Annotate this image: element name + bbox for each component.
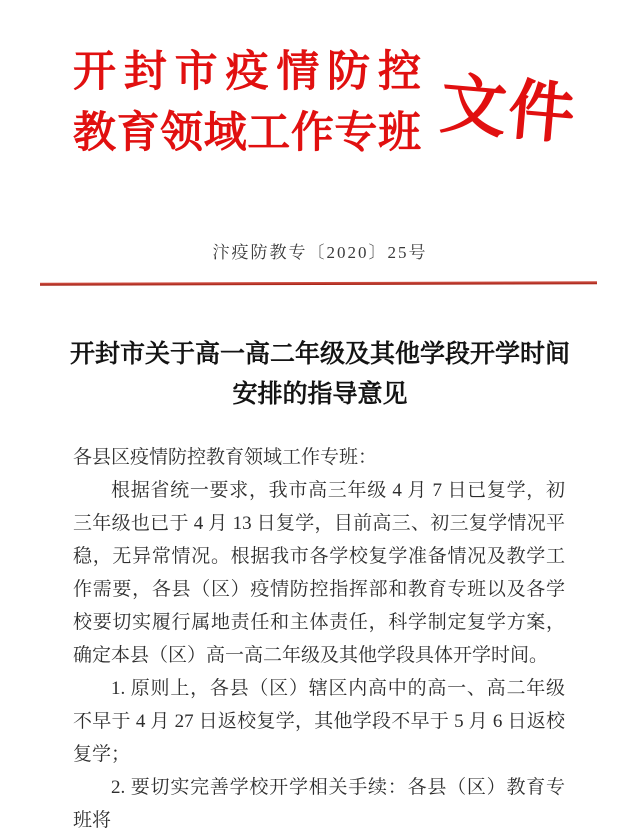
document-title xyxy=(0,334,640,414)
org-name-line1: 开 封 市 疫 情 防 控 xyxy=(73,49,421,96)
document-title-line2: 安排的指导意见 xyxy=(232,380,408,408)
doc-type-label: 文件 xyxy=(437,67,580,153)
org-name-line2: 教 育 领 域 工 作 专 班 xyxy=(73,110,421,157)
document-number: 汴疫防教专〔2020〕25号 xyxy=(212,243,428,262)
body-paragraph: 1. 原则上，各县（区）辖区内高中的高一、高二年级不早于 4 月 27 日返校复学，其他学段不早于 5 月 6 日返校复学； xyxy=(73,678,565,765)
body-paragraph: 根据省统一要求，我市高三年级 4 月 7 日已复学，初三年级也已于 4 月 13 日复学，目前高三、初三复学情况平稳，无异常情况。根据我市各学校复学准备情况及教学工作需要，各县（区）疫情防控指挥部和教育专班以及各学校要切实履行属地责任和主体责任，科学制定复学方案，确定本县（区）高一高二年级及其他学段具体开学时间。 xyxy=(73,480,565,666)
red-divider-line xyxy=(40,281,597,285)
salutation: 各县区疫情防控教育领域工作专班： xyxy=(73,447,378,468)
body-paragraphs xyxy=(73,474,565,837)
body-paragraph: 2. 要切实完善学校开学相关手续：各县（区）教育专班将 xyxy=(73,777,565,831)
issuing-organization xyxy=(73,42,421,164)
letterhead xyxy=(73,42,580,164)
document-body xyxy=(73,441,565,837)
document-title-line1: 开封市关于高一高二年级及其他学段开学时间 xyxy=(69,340,570,368)
